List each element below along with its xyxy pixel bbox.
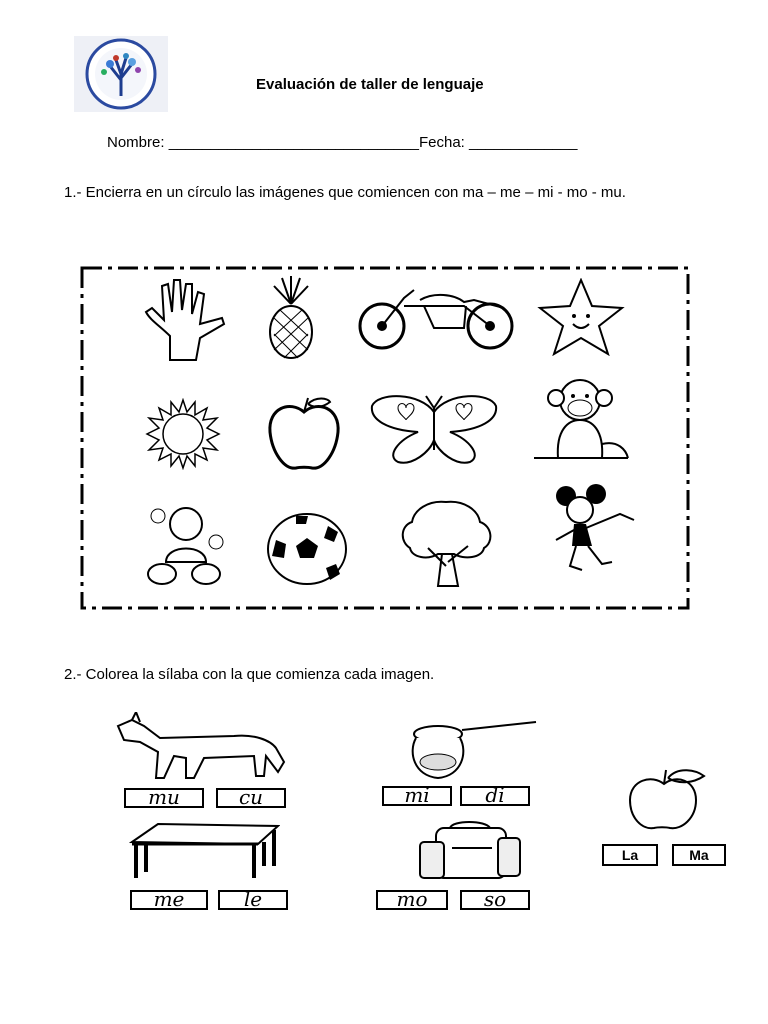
name-line: ______________________________	[168, 134, 419, 151]
syllable-box-le[interactable]: le	[218, 890, 288, 910]
table-picture	[128, 822, 280, 880]
syllable-box-la[interactable]: La	[602, 844, 658, 866]
syllable-box-ma[interactable]: Ma	[672, 844, 726, 866]
question-2-text: 2.- Colorea la sílaba con la que comienza cada imagen.	[64, 666, 435, 683]
syllable-box-mi[interactable]: mi	[382, 786, 452, 806]
syllable-box-cu[interactable]: cu	[216, 788, 286, 808]
soccer-ball-picture	[266, 512, 348, 586]
tree-picture	[398, 496, 494, 588]
name-label: Nombre:	[107, 134, 169, 151]
apple-small-picture	[626, 766, 706, 832]
hand-picture	[140, 276, 228, 362]
apple-picture	[264, 394, 344, 472]
doll-picture	[144, 502, 228, 586]
syllable-box-so[interactable]: so	[460, 890, 530, 910]
motorcycle-picture	[354, 284, 516, 352]
sun-picture	[145, 398, 221, 470]
syllable-box-di[interactable]: di	[460, 786, 530, 806]
backpack-picture	[416, 820, 524, 882]
syllable-box-mu[interactable]: mu	[124, 788, 204, 808]
pineapple-picture	[262, 274, 320, 360]
name-date-row	[107, 134, 577, 151]
donkey-picture	[114, 712, 288, 782]
date-line: _____________	[469, 134, 578, 151]
syllable-box-me[interactable]: me	[130, 890, 208, 910]
butterfly-picture	[368, 392, 500, 466]
question-1-text: 1.- Encierra en un círculo las imágenes que comiencen con ma – me – mi - mo - mu.	[64, 184, 626, 201]
page-title: Evaluación de taller de lenguaje	[256, 76, 484, 93]
syllable-box-mo[interactable]: mo	[376, 890, 448, 910]
mickey-mouse-picture	[550, 484, 642, 576]
monkey-picture	[528, 374, 634, 464]
date-label: Fecha:	[418, 134, 469, 151]
star-picture	[536, 278, 626, 356]
honey-pot-picture	[404, 716, 538, 782]
school-logo	[74, 36, 168, 112]
